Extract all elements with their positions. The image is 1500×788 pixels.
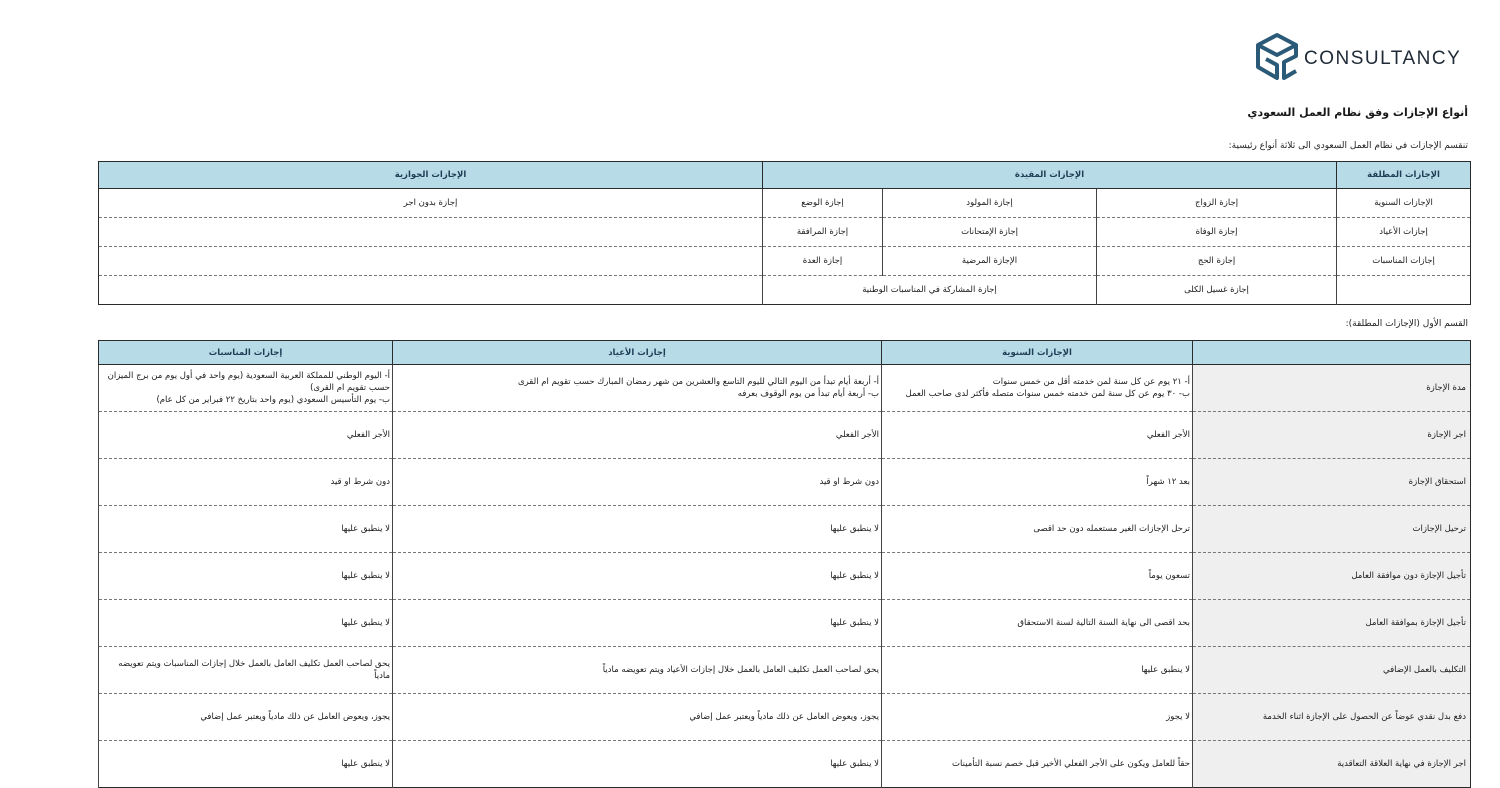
logo-cube-icon (1254, 32, 1300, 82)
cell: الأجر الفعلي (882, 412, 1193, 459)
cell: لا ينطبق عليها (99, 553, 393, 600)
intro-text: تنقسم الإجازات في نظام العمل السعودي الى ثلاثة أنواع رئيسية: (1228, 141, 1468, 151)
row-label: التكليف بالعمل الإضافي (1193, 647, 1471, 694)
row-label: ترحيل الإجازات (1193, 506, 1471, 553)
header-permissive-leaves: الإجازات الجوازية (99, 162, 763, 189)
cell: إجازة المرافقة (763, 218, 883, 247)
table-row (99, 218, 1471, 247)
cell: تسعون يوماً (882, 553, 1193, 600)
cell: إجازات الأعياد (1337, 218, 1471, 247)
cell: لا يجوز (882, 694, 1193, 741)
cell: يحق لصاحب العمل تكليف العامل بالعمل خلال إجازات الأعياد ويتم تعويضه مادياً (393, 647, 882, 694)
table-row (99, 647, 1471, 694)
cell: دون شرط او قيد (99, 459, 393, 506)
cell: لا ينطبق عليها (99, 600, 393, 647)
row-label: اجر الإجازة (1193, 412, 1471, 459)
cell (99, 218, 763, 247)
cell: لا ينطبق عليها (99, 741, 393, 788)
cell: لا ينطبق عليها (393, 553, 882, 600)
cell: ترحل الإجازات الغير مستعمله دون حد اقصى (882, 506, 1193, 553)
header-restricted-leaves: الإجازات المقيدة (763, 162, 1337, 189)
logo-wordmark: CONSULTANCY (1304, 48, 1462, 69)
cell: الإجازة المرضية (883, 247, 1097, 276)
cell (882, 365, 1193, 412)
row-label: تأجيل الإجازة دون موافقة العامل (1193, 553, 1471, 600)
cell-line: ب- يوم التأسيس السعودي (يوم واحد بتاريخ ٢٢ فبراير من كل عام) (156, 395, 390, 405)
company-logo (1254, 32, 1461, 82)
cell: إجازة العدة (763, 247, 883, 276)
table-row (99, 506, 1471, 553)
cell (99, 365, 393, 412)
table-row (99, 600, 1471, 647)
cell: الأجر الفعلي (99, 412, 393, 459)
table-row (99, 276, 1471, 305)
cell: لا ينطبق عليها (99, 506, 393, 553)
table-row (99, 694, 1471, 741)
leave-types-table (98, 161, 1471, 305)
section-note: القسم الأول (الإجازات المطلقة): (1345, 319, 1468, 329)
header-absolute-leaves: الإجازات المطلقة (1337, 162, 1471, 189)
row-label: اجر الإجازة في نهاية العلاقة التعاقدية (1193, 741, 1471, 788)
cell-line: ب- أربعة أيام تبدأ من يوم الوقوف بعرفه (737, 389, 879, 399)
cell: إجازة المشاركة في المناسبات الوطنية (763, 276, 1097, 305)
cell: إجازة المولود (883, 189, 1097, 218)
cell (99, 247, 763, 276)
row-label: تأجيل الإجازة بموافقة العامل (1193, 600, 1471, 647)
cell (393, 365, 882, 412)
header-annual-leave: الإجازات السنوية (882, 341, 1193, 365)
cell: إجازة الوفاة (1097, 218, 1337, 247)
row-label: استحقاق الإجازة (1193, 459, 1471, 506)
cell: لا ينطبق عليها (882, 647, 1193, 694)
cell: الأجر الفعلي (393, 412, 882, 459)
header-eid-leave: إجازات الأعياد (393, 341, 882, 365)
cell: لا ينطبق عليها (393, 506, 882, 553)
cell: بعد ١٢ شهراً (882, 459, 1193, 506)
cell: إجازة الوضع (763, 189, 883, 218)
cell: إجازة الحج (1097, 247, 1337, 276)
cell-line: أ- أربعة أيام تبدأ من اليوم التالي لليوم التاسع والعشرين من شهر رمضان المبارك حسب تقويم ام القرى (517, 377, 879, 387)
cell: يحق لصاحب العمل تكليف العامل بالعمل خلال إجازات المناسبات ويتم تعويضه مادياً (99, 647, 393, 694)
cell-line: ب- ٣٠ يوم عن كل سنة لمن خدمته خمس سنوات متصله فأكثر لدى صاحب العمل (905, 389, 1190, 399)
table-row (99, 459, 1471, 506)
cell: دون شرط او قيد (393, 459, 882, 506)
header-criteria (1193, 341, 1471, 365)
table-row (99, 189, 1471, 218)
cell-line: أ- اليوم الوطني للمملكة العربية السعودية (يوم واحد في أول يوم من برج الميزان حسب تقويم ام القرى) (107, 371, 390, 393)
table-row (99, 553, 1471, 600)
table-row (99, 741, 1471, 788)
row-label: دفع بدل نقدي عوضاً عن الحصول على الإجازة اثناء الخدمة (1193, 694, 1471, 741)
cell: الإجازات السنوية (1337, 189, 1471, 218)
table-row (99, 412, 1471, 459)
cell: لا ينطبق عليها (393, 741, 882, 788)
cell-line: أ- ٢١ يوم عن كل سنة لمن خدمته أقل من خمس سنوات (992, 377, 1190, 387)
cell: يجوز، ويعوض العامل عن ذلك مادياً ويعتبر عمل إضافي (99, 694, 393, 741)
header-occasions-leave: إجازات المناسبات (99, 341, 393, 365)
table-row (99, 365, 1471, 412)
cell: إجازة الزواج (1097, 189, 1337, 218)
table-row (99, 247, 1471, 276)
cell: يجوز، ويعوض العامل عن ذلك مادياً ويعتبر عمل إضافي (393, 694, 882, 741)
cell: إجازات المناسبات (1337, 247, 1471, 276)
cell: إجازة بدون اجر (99, 189, 763, 218)
cell: بحد اقصى الى نهاية السنة التالية لسنة الاستحقاق (882, 600, 1193, 647)
row-label: مدة الإجازة (1193, 365, 1471, 412)
cell: إجازة غسيل الكلى (1097, 276, 1337, 305)
cell: لا ينطبق عليها (393, 600, 882, 647)
cell: حقاً للعامل ويكون على الأجر الفعلي الأخير قبل خصم نسبة التأمينات (882, 741, 1193, 788)
cell (1337, 276, 1471, 305)
absolute-leaves-table (98, 340, 1471, 788)
page-title: أنواع الإجازات وفق نظام العمل السعودي (1247, 106, 1468, 119)
cell (99, 276, 763, 305)
cell: إجازة الإمتحانات (883, 218, 1097, 247)
